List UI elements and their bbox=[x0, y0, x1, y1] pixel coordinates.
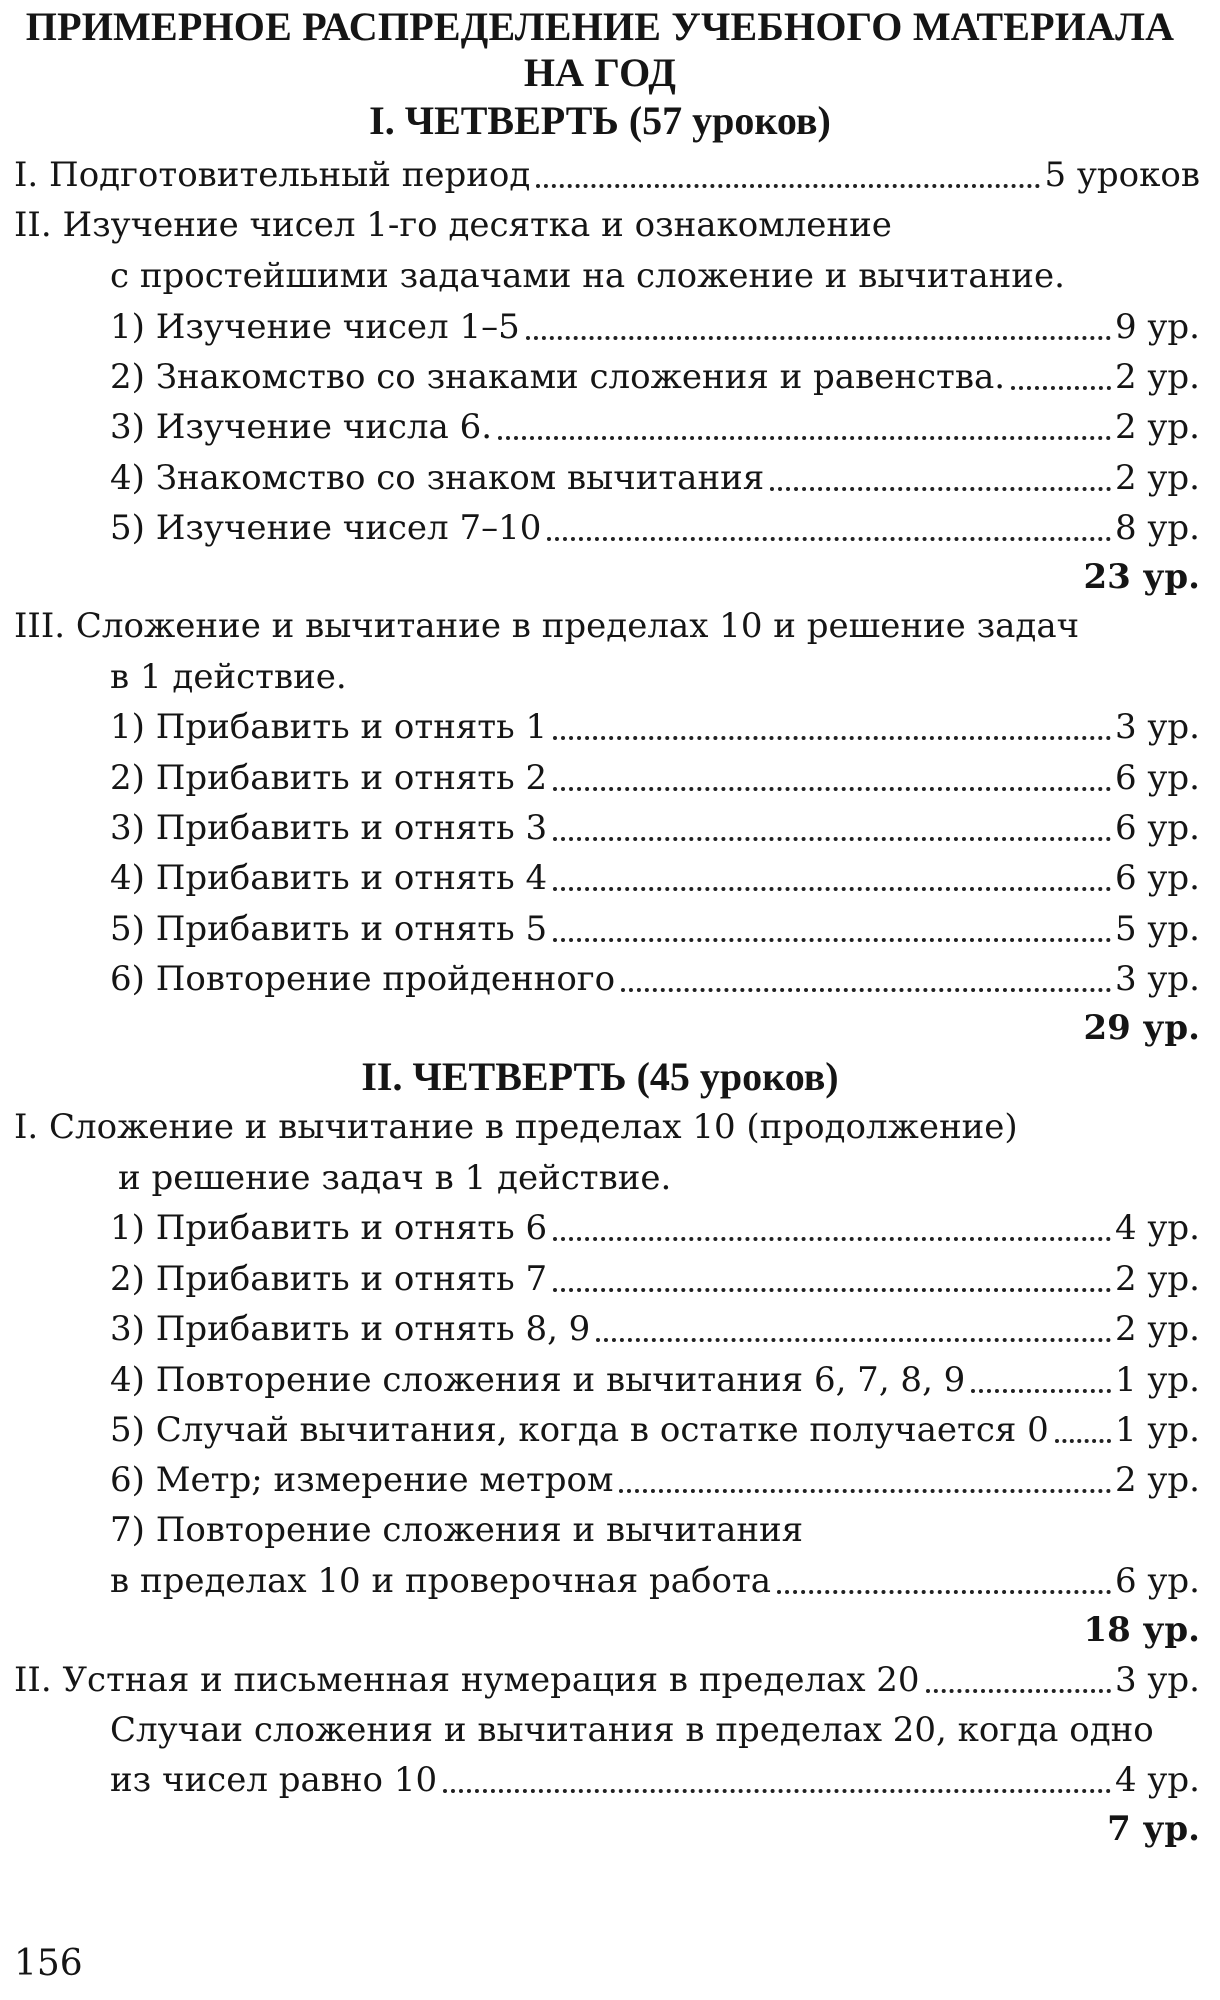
q2-section-1-line-2: и решение задач в 1 действие. bbox=[118, 1157, 672, 1198]
item-value: 5 ур. bbox=[1114, 908, 1200, 949]
item-label: в пределах 10 и проверочная работа bbox=[110, 1561, 772, 1602]
item-value: 9 ур. bbox=[1114, 306, 1200, 347]
q1-section-1 bbox=[0, 150, 1200, 200]
leader-dots bbox=[926, 1689, 1111, 1693]
leader-dots bbox=[596, 1338, 1111, 1342]
heading-line-1: ПРИМЕРНОЕ РАСПРЕДЕЛЕНИЕ УЧЕБНОГО МАТЕРИАЛА bbox=[25, 4, 1175, 49]
leader-dots bbox=[553, 887, 1111, 891]
q2-s1-item bbox=[0, 1405, 1200, 1455]
item-value: 6 ур. bbox=[1114, 858, 1200, 899]
item-label: 4) Повторение сложения и вычитания 6, 7, 8, 9 bbox=[110, 1359, 966, 1400]
q2-s1-item bbox=[0, 1253, 1200, 1303]
item-value: 6 ур. bbox=[1114, 757, 1200, 798]
q2-section-1-total: 18 ур. bbox=[1083, 1610, 1200, 1651]
page-number: 156 bbox=[14, 1943, 83, 1984]
q2-s1-item bbox=[0, 1354, 1200, 1404]
leader-dots bbox=[536, 184, 1040, 188]
q1-s3-item bbox=[0, 752, 1200, 802]
leader-dots bbox=[619, 1489, 1111, 1493]
item-label: 3) Прибавить и отнять 8, 9 bbox=[110, 1309, 591, 1350]
page-heading bbox=[0, 4, 1200, 96]
item-value: 4 ур. bbox=[1114, 1760, 1200, 1801]
item-value: 8 ур. bbox=[1114, 508, 1200, 549]
q1-s3-item bbox=[0, 903, 1200, 953]
item-label: 2) Знакомство со знаками сложения и равенства. bbox=[110, 356, 1006, 397]
item-label: 6) Метр; измерение метром bbox=[110, 1460, 614, 1501]
item-value: 1 ур. bbox=[1114, 1409, 1200, 1450]
q1-section-3-total: 29 ур. bbox=[1083, 1008, 1200, 1049]
item-label: 2) Прибавить и отнять 2 bbox=[110, 757, 548, 798]
q2-section-1-line-1: I. Сложение и вычитание в пределах 10 (продолжение) bbox=[14, 1107, 1018, 1148]
q1-s2-item bbox=[0, 503, 1200, 553]
q1-section-1-value: 5 уроков bbox=[1044, 155, 1200, 196]
item-label: 2) Прибавить и отнять 7 bbox=[110, 1258, 548, 1299]
item-value: 2 ур. bbox=[1114, 1258, 1200, 1299]
leader-dots bbox=[553, 837, 1111, 841]
item-value: 2 ур. bbox=[1114, 356, 1200, 397]
leader-dots bbox=[777, 1590, 1111, 1594]
q1-section-2-line-2: с простейшими задачами на сложение и вычитание. bbox=[110, 255, 1065, 296]
item-value: 2 ур. bbox=[1114, 1460, 1200, 1501]
q1-s3-item bbox=[0, 803, 1200, 853]
q1-s2-item bbox=[0, 352, 1200, 402]
item-label: 4) Прибавить и отнять 4 bbox=[110, 858, 548, 899]
q1-s2-item bbox=[0, 402, 1200, 452]
item-label: 1) Изучение чисел 1–5 bbox=[110, 306, 520, 347]
q1-section-3-line-2: в 1 действие. bbox=[110, 656, 347, 697]
item-label: 4) Знакомство со знаком вычитания bbox=[110, 457, 765, 498]
item-value: 3 ур. bbox=[1114, 707, 1200, 748]
item-value: 3 ур. bbox=[1114, 959, 1200, 1000]
q2-s1-item bbox=[0, 1203, 1200, 1253]
q2-s2-sub bbox=[0, 1755, 1200, 1805]
q2-section-2 bbox=[0, 1654, 1200, 1704]
leader-dots bbox=[553, 1288, 1111, 1292]
q1-section-2-line-1: II. Изучение чисел 1-го десятка и ознакомление bbox=[14, 205, 892, 246]
q1-section-3-line-1: III. Сложение и вычитание в пределах 10 и решение задач bbox=[14, 606, 1080, 647]
item-label: 5) Изучение чисел 7–10 bbox=[110, 508, 542, 549]
q1-s3-item bbox=[0, 702, 1200, 752]
item-label: 3) Изучение числа 6. bbox=[110, 407, 493, 448]
leader-dots bbox=[553, 787, 1111, 791]
leader-dots bbox=[526, 336, 1111, 340]
item-value: 6 ур. bbox=[1114, 1561, 1200, 1602]
heading-line-2: НА ГОД bbox=[523, 50, 677, 95]
item-value: 2 ур. bbox=[1114, 457, 1200, 498]
leader-dots bbox=[443, 1789, 1111, 1793]
leader-dots bbox=[1011, 386, 1111, 390]
q2-s1-item-7-line-1: 7) Повторение сложения и вычитания bbox=[110, 1510, 804, 1551]
quarter-1-title: I. ЧЕТВЕРТЬ (57 уроков) bbox=[369, 98, 831, 143]
q2-s1-item bbox=[0, 1304, 1200, 1354]
quarter-2-title: II. ЧЕТВЕРТЬ (45 уроков) bbox=[361, 1054, 839, 1100]
leader-dots bbox=[498, 436, 1111, 440]
q2-section-2-total: 7 ур. bbox=[1107, 1809, 1200, 1850]
q2-section-2-value: 3 ур. bbox=[1114, 1659, 1200, 1700]
q1-s3-item bbox=[0, 954, 1200, 1004]
q1-s2-item bbox=[0, 452, 1200, 502]
item-value: 2 ур. bbox=[1114, 407, 1200, 448]
q2-s1-item bbox=[0, 1455, 1200, 1505]
q1-s3-item bbox=[0, 853, 1200, 903]
q2-s2-sub-line-1: Случаи сложения и вычитания в пределах 20, когда одно bbox=[110, 1709, 1154, 1750]
leader-dots bbox=[553, 736, 1111, 740]
q1-s2-item bbox=[0, 301, 1200, 351]
leader-dots bbox=[553, 1237, 1111, 1241]
item-label: 5) Случай вычитания, когда в остатке получается 0 bbox=[110, 1409, 1049, 1450]
item-value: 6 ур. bbox=[1114, 808, 1200, 849]
item-label: 1) Прибавить и отнять 1 bbox=[110, 707, 548, 748]
item-label: 6) Повторение пройденного bbox=[110, 959, 616, 1000]
item-label: 1) Прибавить и отнять 6 bbox=[110, 1208, 548, 1249]
item-label: 5) Прибавить и отнять 5 bbox=[110, 908, 548, 949]
item-value: 1 ур. bbox=[1114, 1359, 1200, 1400]
q1-section-2-total: 23 ур. bbox=[1083, 557, 1200, 598]
leader-dots bbox=[547, 537, 1111, 541]
leader-dots bbox=[1055, 1439, 1111, 1443]
leader-dots bbox=[770, 487, 1111, 491]
item-value: 2 ур. bbox=[1114, 1309, 1200, 1350]
q1-section-1-label: I. Подготовительный период bbox=[14, 155, 531, 196]
item-value: 4 ур. bbox=[1114, 1208, 1200, 1249]
leader-dots bbox=[621, 988, 1111, 992]
leader-dots bbox=[553, 938, 1111, 942]
q2-s1-item-7 bbox=[0, 1556, 1200, 1606]
item-label: из чисел равно 10 bbox=[110, 1760, 438, 1801]
leader-dots bbox=[971, 1389, 1111, 1393]
q2-section-2-label: II. Устная и письменная нумерация в пределах 20 bbox=[14, 1659, 920, 1700]
item-label: 3) Прибавить и отнять 3 bbox=[110, 808, 548, 849]
